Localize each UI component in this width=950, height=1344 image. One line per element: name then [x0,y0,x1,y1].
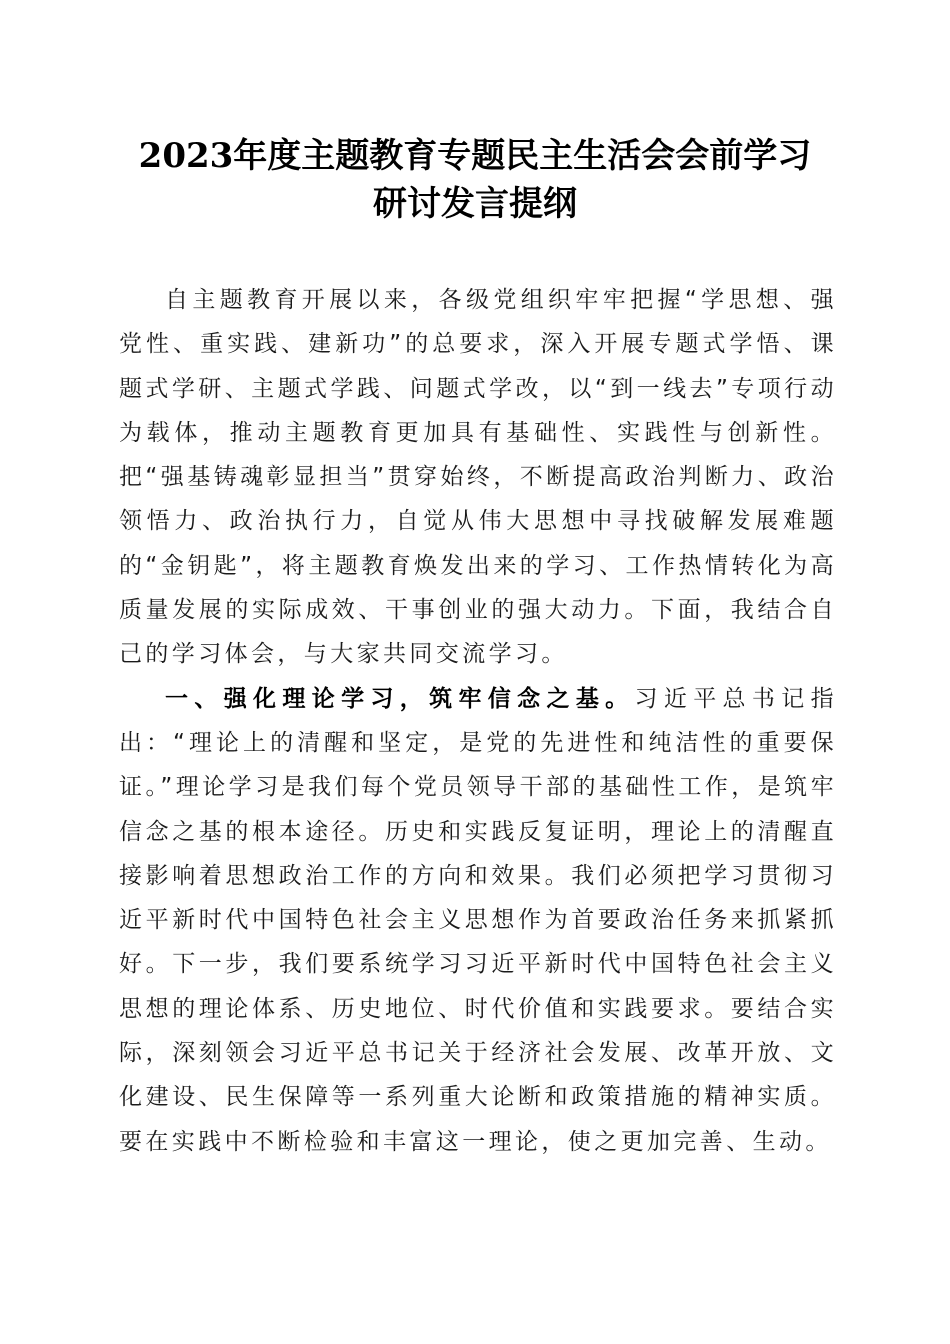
document-title [100,132,850,228]
section-1-heading: 一、强化理论学习，筑牢信念之基。 [165,685,635,712]
section-1-text: 习近平总书记指出：“理论上的清醒和坚定，是党的先进性和纯洁性的重要保证。”理论学习是我们每个党员领导干部的基础性工作，是筑牢信念之基的根本途径。历史和实践反复证明，理论上的清醒直接影响着思想政治工作的方向和效果。我们必须把学习贯彻习近平新时代中国特色社会主义思想作为首要政治任务来抓紧抓好。下一步，我们要系统学习习近平新时代中国特色社会主义思想的理论体系、历史地位、时代价值和实践要求。要结合实际，深刻领会习近平总书记关于经济社会发展、改革开放、文化建设、民生保障等一系列重大论断和政策措施的精神实质。要在实践中不断检验和丰富这一理论，使之更加完善、生动。 [119,685,837,1155]
title-line-1: 2023年度主题教育专题民主生活会会前学习 [138,136,812,176]
document-body [119,278,837,1164]
section-1-paragraph [119,677,837,1164]
intro-paragraph: 自主题教育开展以来，各级党组织牢牢把握“学思想、强党性、重实践、建新功”的总要求，深入开展专题式学悟、课题式学研、主题式学践、问题式学改，以“到一线去”专项行动为载体，推动主题教育更加具有基础性、实践性与创新性。把“强基铸魂彰显担当”贯穿始终，不断提高政治判断力、政治领悟力、政治执行力，自觉从伟大思想中寻找破解发展难题的“金钥匙”，将主题教育焕发出来的学习、工作热情转化为高质量发展的实际成效、干事创业的强大动力。下面，我结合自己的学习体会，与大家共同交流学习。 [119,287,837,668]
title-line-2: 研讨发言提纲 [373,184,577,224]
